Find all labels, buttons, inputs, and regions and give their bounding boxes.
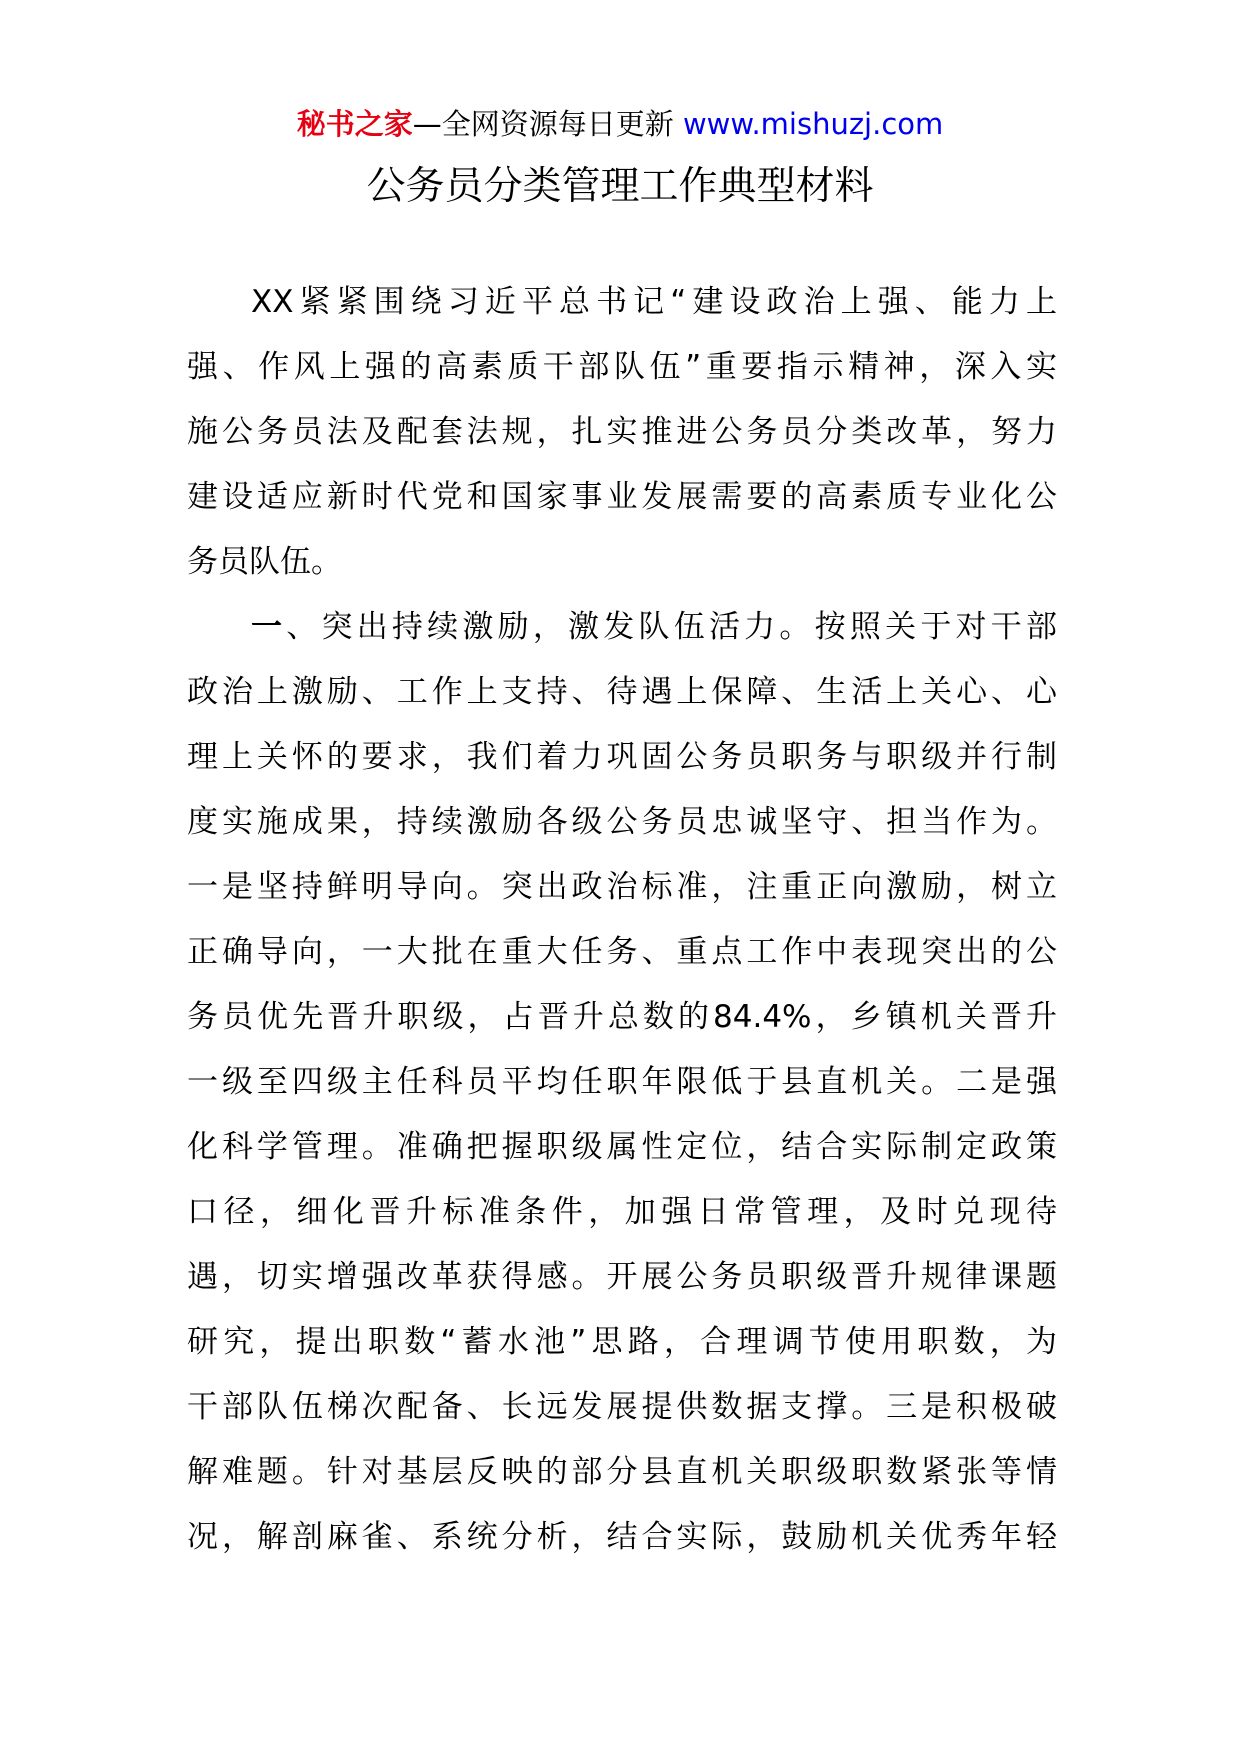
site-banner bbox=[0, 104, 1240, 144]
body-line: 正确导向，一大批在重大任务、重点工作中表现突出的公 bbox=[187, 934, 1057, 970]
body-line: 一是坚持鲜明导向。突出政治标准，注重正向激励，树立 bbox=[187, 869, 1057, 905]
body-line: 化科学管理。准确把握职级属性定位，结合实际制定政策 bbox=[187, 1129, 1057, 1165]
body-line: XX紧紧围绕习近平总书记“建设政治上强、能力上 bbox=[251, 284, 1057, 320]
body-line: 干部队伍梯次配备、长远发展提供数据支撑。三是积极破 bbox=[187, 1389, 1057, 1425]
body-line: 务员优先晋升职级，占晋升总数的84.4%，乡镇机关晋升 bbox=[187, 999, 1057, 1035]
body-line: 建设适应新时代党和国家事业发展需要的高素质专业化公 bbox=[187, 479, 1057, 515]
body-line: 研究，提出职数“蓄水池”思路，合理调节使用职数，为 bbox=[187, 1324, 1057, 1360]
body-line: 理上关怀的要求，我们着力巩固公务员职务与职级并行制 bbox=[187, 739, 1057, 775]
body-line: 度实施成果，持续激励各级公务员忠诚坚守、担当作为。 bbox=[187, 804, 1057, 840]
body-line: 务员队伍。 bbox=[187, 544, 342, 580]
body-line: 遇，切实增强改革获得感。开展公务员职级晋升规律课题 bbox=[187, 1259, 1057, 1295]
document-title: 公务员分类管理工作典型材料 bbox=[366, 164, 874, 209]
document-body bbox=[187, 270, 1057, 1570]
site-brand[interactable]: 秘书之家 bbox=[296, 107, 413, 141]
section-heading-line bbox=[187, 595, 1057, 660]
site-slogan: —全网资源每日更新 bbox=[412, 107, 674, 141]
body-line: 口径，细化晋升标准条件，加强日常管理，及时兑现待 bbox=[187, 1194, 1057, 1230]
body-line: 施公务员法及配套法规，扎实推进公务员分类改革，努力 bbox=[187, 414, 1057, 450]
section-heading-text: 、突出持续激励，激发队伍活力。按照关于对干部 bbox=[286, 609, 1058, 645]
body-line: 解难题。针对基层反映的部分县直机关职级职数紧张等情 bbox=[187, 1454, 1057, 1490]
body-line: 况，解剖麻雀、系统分析，结合实际，鼓励机关优秀年轻 bbox=[187, 1519, 1057, 1555]
section-marker: 一 bbox=[251, 609, 287, 645]
body-line: 政治上激励、工作上支持、待遇上保障、生活上关心、心 bbox=[187, 674, 1057, 710]
body-line: 一级至四级主任科员平均任职年限低于县直机关。二是强 bbox=[187, 1064, 1057, 1100]
body-line: 强、作风上强的高素质干部队伍”重要指示精神，深入实 bbox=[187, 349, 1057, 385]
site-url-link[interactable]: www.mishuzj.com bbox=[682, 107, 944, 141]
